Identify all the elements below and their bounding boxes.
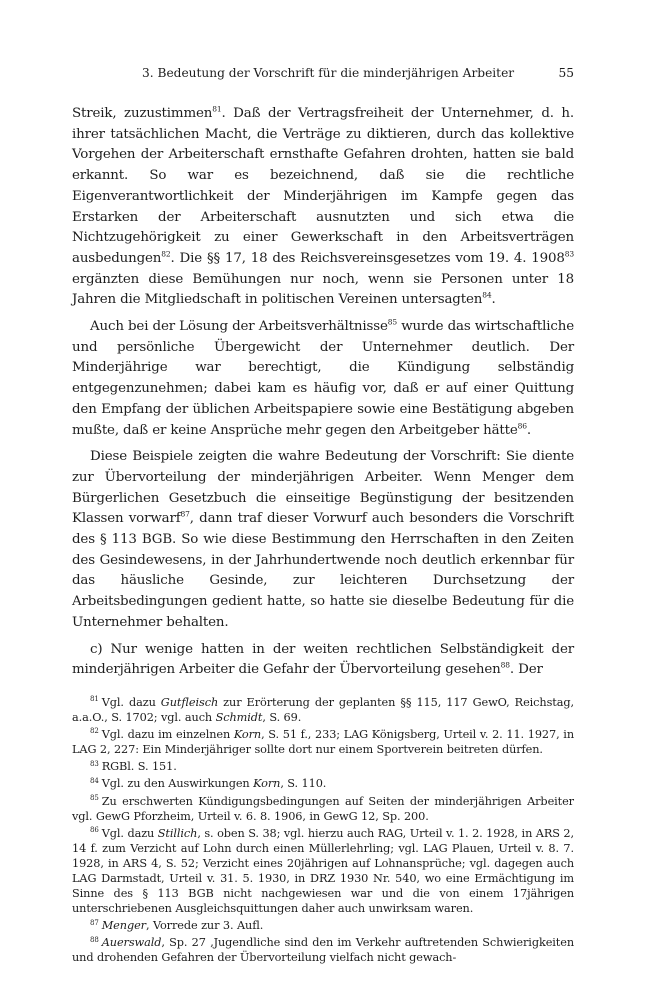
footnote bbox=[72, 759, 574, 774]
running-head-title: 3. Bedeutung der Vorschrift für die minderjährigen Arbeiter bbox=[142, 66, 515, 80]
footnote-number: 82 bbox=[90, 727, 99, 736]
paragraph-2 bbox=[72, 317, 574, 441]
footnote-text: zur Erörterung der geplanten §§ 115, 117 GewO, Reichstag, a.a.O., S. 1702; vgl. auch bbox=[72, 695, 574, 725]
footnote bbox=[72, 695, 574, 725]
footnote-ref: 86 bbox=[517, 421, 527, 431]
page-number: 55 bbox=[558, 66, 574, 80]
text-run: Streik, zuzustimmen bbox=[72, 106, 213, 121]
text-run: . bbox=[526, 422, 532, 438]
footnote-number: 87 bbox=[90, 918, 99, 927]
text-run: . Der bbox=[509, 662, 543, 678]
footnotes bbox=[72, 695, 574, 966]
text-run: ergänzten diese Bemühungen nur noch, wenn sie Personen unter 18 Jahren die Mitgliedschaft in politischen Vereinen untersagten bbox=[72, 271, 574, 308]
footnote-number: 84 bbox=[90, 776, 99, 785]
text-run: . Die §§ 17, 18 des Reichsvereinsgesetzes vom 19. 4. 1908 bbox=[170, 250, 565, 266]
footnote-number: 86 bbox=[90, 825, 99, 834]
text-run: Diese Beispiele zeigten die wahre Bedeutung der Vorschrift: Sie diente zur Übervorteilung der minderjährigen Arbeiter. Wenn Menger dem Bürgerlichen Gesetzbuch die einseitige Begünstigung der besitzenden Klassen vorwarf bbox=[72, 449, 574, 527]
footnote-ref: 87 bbox=[180, 509, 190, 519]
paragraph-3 bbox=[72, 447, 574, 633]
footnote bbox=[72, 935, 574, 965]
text-run: c) Nur wenige hatten in der weiten rechtlichen Selbständigkeit der minderjährigen Arbeiter die Gefahr der Übervorteilung gesehen bbox=[72, 641, 574, 678]
footnote-text: Vgl. dazu im einzelnen bbox=[101, 728, 234, 742]
running-head bbox=[72, 66, 574, 86]
book-page bbox=[72, 66, 574, 966]
footnote-text: Vgl. dazu bbox=[101, 826, 158, 840]
footnote-number: 88 bbox=[90, 935, 99, 944]
cited-author: Korn bbox=[253, 777, 281, 791]
footnote-ref: 85 bbox=[387, 317, 397, 327]
footnote bbox=[72, 826, 574, 917]
cited-author: Stillich bbox=[157, 826, 198, 840]
footnote-text: , S. 51 f., 233; LAG Königsberg, Urteil v. 2. 11. 1927, in LAG 2, 227: Ein Minderjähriger sollte dort nur einem Sportverein beitreten dürfen. bbox=[72, 728, 574, 757]
cited-author: Gutfleisch bbox=[160, 695, 219, 709]
footnote-text: , Vorrede zur 3. Aufl. bbox=[145, 919, 264, 933]
cited-author: Menger bbox=[101, 919, 146, 933]
main-text bbox=[72, 104, 574, 681]
cited-author: Schmidt bbox=[215, 711, 263, 725]
footnote-ref: 82 bbox=[161, 249, 171, 259]
text-run: wurde das wirtschaftliche und persönliche Übergewicht der Unternehmer deutlich. Der Minderjährige war berechtigt, die Kündigung selbständig entgegenzunehmen; dabei kam es häufig vor, daß er auf einer Quittung den Empfang der üblichen Arbeitspapiere sowie eine Bestätigung abgeben mußte, daß er keine Ansprüche mehr gegen den Arbeitgeber hätte bbox=[72, 319, 574, 438]
text-run: . bbox=[491, 292, 496, 308]
text-run: Auch bei der Lösung der Arbeitsverhältnisse bbox=[90, 319, 388, 335]
footnote-number: 83 bbox=[90, 759, 99, 768]
footnote-text: , s. oben S. 38; vgl. hierzu auch RAG, Urteil v. 1. 2. 1928, in ARS 2, 14 f. zum Verzicht auf Lohn durch einen Müllerlehrling; vgl. LAG Plauen, Urteil v. 8. 7. 1928, in ARS 4, S. 52; Verzicht eines 20jährigen auf Lohnansprüche; vgl. dagegen auch LAG Darmstadt, Urteil v. 31. 5. 1930, in DRZ 1930 Nr. 540, wo eine Ermächtigung im Sinne des § 113 BGB nicht nachgewiesen war und die von einem 17jährigen unterschriebenen Ausgleichsquittungen daher auch unwirksam waren. bbox=[72, 826, 574, 916]
footnote-text: Zu erschwerten Kündigungsbedingungen auf Seiten der minderjährigen Arbeiter vgl. GewG Pforzheim, Urteil v. 6. 8. 1906, in GewG 12, Sp. 200. bbox=[72, 794, 574, 823]
footnote-text: Vgl. zu den Auswirkungen bbox=[101, 777, 254, 791]
footnote-ref: 81 bbox=[212, 104, 222, 114]
cited-author: Auerswald bbox=[101, 936, 162, 950]
paragraph-4 bbox=[72, 640, 574, 681]
footnote-text: , Sp. 27 ‚Jugendliche sind den im Verkehr auftretenden Schwierigkeiten und drohenden Gefahren der Übervorteilung vielfach nicht gewach- bbox=[72, 936, 574, 965]
text-run: . Daß der Vertragsfreiheit der Unternehmer, d. h. ihrer tatsächlichen Macht, die Verträge zu diktieren, durch das kollektive Vorgehen der Arbeiterschaft ernsthafte Gefahren drohten, hatten sie bald erkannt. So war es bezeichnend, daß sie die rechtliche Eigenverantwortlichkeit der Minderjährigen im Kampfe gegen das Erstarken der Arbeiterschaft ausnutzten und sich etwa die Nichtzugehörigkeit zu einer Gewerkschaft in den Arbeitsverträgen ausbedungen bbox=[72, 106, 574, 266]
footnote-text: RGBl. S. 151. bbox=[101, 760, 177, 774]
footnote-ref: 84 bbox=[482, 290, 492, 300]
footnote-text: Vgl. dazu bbox=[101, 695, 161, 709]
footnote-ref: 83 bbox=[564, 249, 574, 259]
text-run: , dann traf dieser Vorwurf auch besonders die Vorschrift des § 113 BGB. So wie diese Bestimmung den Herrschaften in den Zeiten des Gesindewesens, in der Jahrhundertwende noch deutlich erkennbar für das häusliche Gesinde, zur leichteren Durchsetzung der Arbeitsbedingungen gedient hatte, so hatte sie dieselbe Bedeutung für die Unternehmer behalten. bbox=[72, 511, 574, 630]
footnote-text: , S. 69. bbox=[262, 711, 302, 725]
footnote bbox=[72, 727, 574, 757]
footnote bbox=[72, 794, 574, 824]
footnote-number: 85 bbox=[90, 793, 99, 802]
footnote bbox=[72, 918, 574, 933]
footnote-number: 81 bbox=[90, 695, 99, 704]
footnote bbox=[72, 776, 574, 791]
cited-author: Korn bbox=[233, 728, 262, 742]
footnote-ref: 88 bbox=[500, 660, 510, 670]
footnote-text: , S. 110. bbox=[280, 777, 327, 791]
paragraph-1 bbox=[72, 104, 574, 311]
